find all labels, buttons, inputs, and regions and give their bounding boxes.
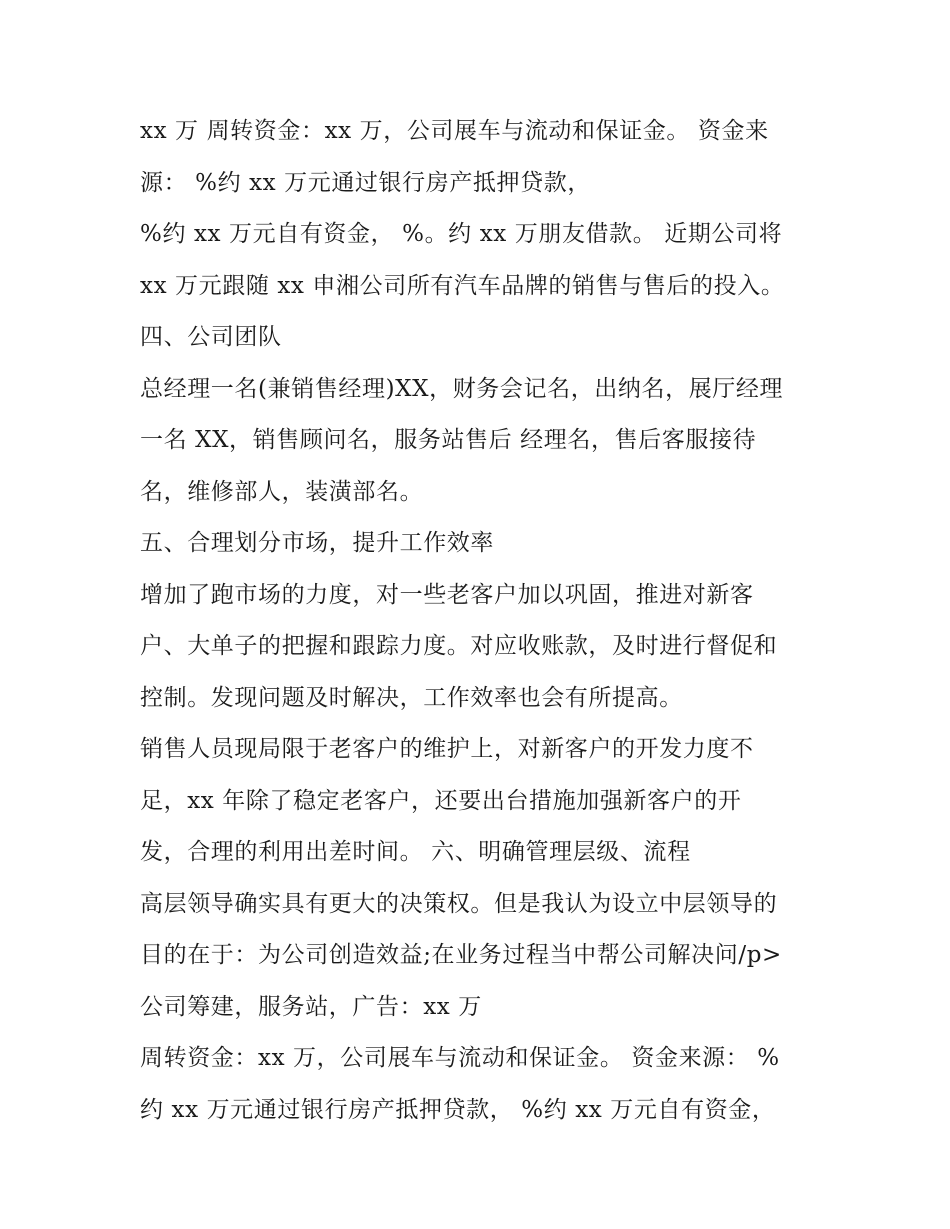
section-heading: 四、公司团队 <box>140 324 282 350</box>
text-line: 名，维修部人，装潢部名。 <box>140 478 424 505</box>
section-heading: 五、合理划分市场，提升工作效率 <box>140 530 494 556</box>
text-line: 发，合理的利用出差时间。 六、明确管理层级、流程 <box>140 839 691 865</box>
text-line: 销售人员现局限于老客户的维护上，对新客户的开发力度不 <box>140 736 754 762</box>
text-line: 高层领导确实具有更大的决策权。但是我认为设立中层领导的 <box>140 890 778 917</box>
text-line: 一名 XX，销售顾问名，服务站售后 经理名，售后客服接待 <box>140 427 757 453</box>
text-line: 周转资金：xx 万，公司展车与流动和保证金。 资金来源： % <box>140 1045 780 1071</box>
text-line: xx 万 周转资金：xx 万，公司展车与流动和保证金。 资金来 <box>140 118 769 144</box>
text-line: 增加了跑市场的力度，对一些老客户加以巩固，推进对新客 <box>140 581 754 608</box>
text-line: 控制。发现问题及时解决，工作效率也会有所提高。 <box>140 684 683 711</box>
text-line: 户、大单子的把握和跟踪力度。对应收账款，及时进行督促和 <box>140 633 778 659</box>
text-line: %约 xx 万元自有资金， %。约 xx 万朋友借款。 近期公司将 <box>140 221 783 247</box>
text-line: 公司筹建，服务站，广告：xx 万 <box>140 993 482 1020</box>
text-line: 足，xx 年除了稳定老客户，还要出台措施加强新客户的开 <box>140 787 742 814</box>
text-line: xx 万元跟随 xx 申湘公司所有汽车品牌的销售与售后的投入。 <box>140 272 785 299</box>
text-line: 约 xx 万元通过银行房产抵押贷款， %约 xx 万元自有资金， <box>140 1096 776 1123</box>
text-line: 目的在于：为公司创造效益;在业务过程当中帮公司解决问/p> <box>140 942 782 968</box>
text-line: 源： %约 xx 万元通过银行房产抵押贷款， <box>140 169 591 196</box>
text-line: 总经理一名(兼销售经理)XX，财务会记名，出纳名，展厅经理 <box>140 375 784 402</box>
document-body <box>140 106 830 1136</box>
